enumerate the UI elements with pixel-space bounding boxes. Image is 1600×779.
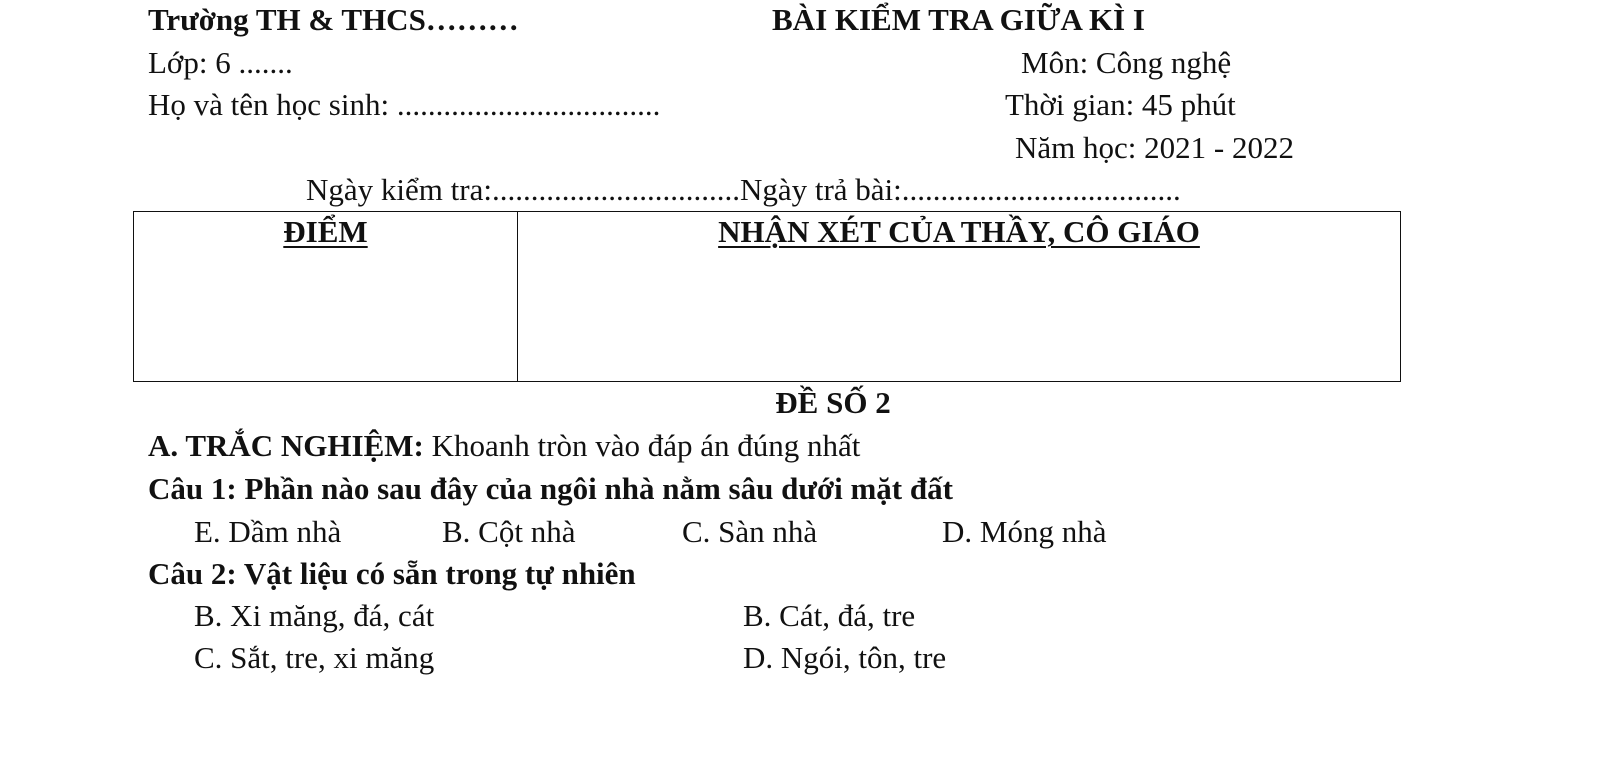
- school-name: Trường TH & THCS………: [148, 2, 519, 37]
- grade-cell-header: [134, 214, 517, 250]
- question-1: Câu 1: Phần nào sau đây của ngôi nhà nằm sâu dưới mặt đất: [148, 471, 953, 506]
- grade-label: ĐIỂM: [283, 214, 368, 249]
- duration: Thời gian: 45 phút: [1005, 87, 1236, 122]
- student-name-field: Họ và tên học sinh: ..................................: [148, 87, 661, 122]
- subject: Môn: Công nghệ: [1021, 45, 1232, 80]
- comment-label: NHẬN XÉT CỦA THẦY, CÔ GIÁO: [718, 214, 1200, 249]
- comment-cell-header: [518, 214, 1400, 250]
- question-2-option: C. Sắt, tre, xi măng: [194, 640, 435, 675]
- exam-title: BÀI KIỂM TRA GIỮA KÌ I: [772, 2, 1145, 37]
- question-1-option: C. Sàn nhà: [682, 514, 818, 549]
- section-a-heading: [148, 428, 860, 464]
- question-1-option: B. Cột nhà: [442, 514, 576, 549]
- question-2-option: B. Cát, đá, tre: [743, 598, 916, 633]
- question-2-option: B. Xi măng, đá, cát: [194, 598, 435, 633]
- section-a-title: A. TRẮC NGHIỆM:: [148, 428, 424, 463]
- question-1-option: E. Dầm nhà: [194, 514, 342, 549]
- question-1-option: D. Móng nhà: [942, 514, 1107, 549]
- grade-comment-table: [133, 211, 1401, 382]
- school-year: Năm học: 2021 - 2022: [1015, 130, 1294, 165]
- question-2-option: D. Ngói, tôn, tre: [743, 640, 947, 675]
- section-a-instruction: Khoanh tròn vào đáp án đúng nhất: [423, 428, 861, 463]
- exam-code: ĐỀ SỐ 2: [775, 385, 891, 420]
- exam-dates-line: Ngày kiểm tra:................................Ngày trả bài:....................................: [306, 172, 1181, 207]
- question-2: Câu 2: Vật liệu có sẵn trong tự nhiên: [148, 556, 636, 591]
- class-field: Lớp: 6 .......: [148, 45, 293, 80]
